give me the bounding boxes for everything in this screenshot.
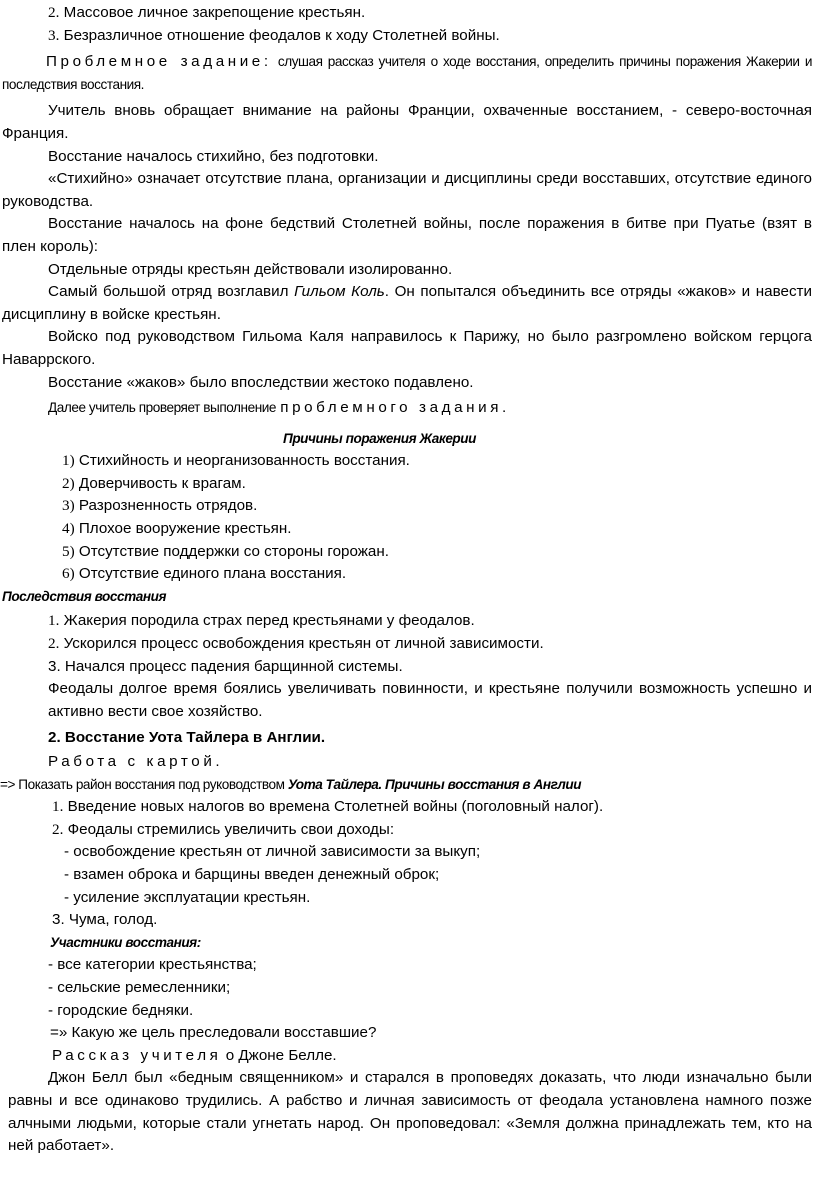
list-item: 2) Доверчивость к врагам. [62,474,246,492]
list-item: 1. Введение новых налогов во времена Столетней войны (поголовный налог). [52,798,604,816]
list-item: 2. Ускорился процесс освобождения крестьян от личной зависимости. [48,635,544,653]
list-item: 5) Отсутствие поддержки со стороны горожан. [62,542,389,560]
sub-item: - освобождение крестьян от личной зависимости за выкуп; [64,843,481,861]
sub-item: - городские бедняки. [48,1001,194,1019]
section-heading: 2. Восстание Уота Тайлера в Англии. [48,729,326,747]
map-work-label: Работа с картой. [48,753,224,770]
consequences-heading: Последствия восстания [2,588,167,604]
defeat-heading: Причины поражения Жакерии [283,430,476,446]
list-item: 1) Стихийность и неорганизованность восстания. [62,452,410,470]
goal-question: =» Какую же цель преследовали восставшие? [50,1024,377,1042]
list-item: 2. Массовое личное закрепощение крестьян. [48,4,366,21]
list-item: 3. Безразличное отношение феодалов к ходу Столетней войны. [48,26,500,44]
list-item: 3) Разрозненность отрядов. [62,497,258,515]
paragraph: Восстание началось стихийно, без подготовки. [48,147,379,165]
sub-item: - взамен оброка и барщины введен денежный оброк; [64,865,440,883]
list-item: 4) Плохое вооружение крестьян. [62,520,292,538]
paragraph: Войско под руководством Гильома Каля направилось к Парижу, но было разгромлено войском герцога Наваррского. [2,328,812,368]
john-ball-paragraph: Джон Белл был «бедным священником» и старался в проповедях доказать, что люди изначально были равны и все одинаково трудились. А рабство и личная зависимость от феодала установлена намного позже алчными людьми, которые стали угнетать народ. Он проповедовал: «Земля должна принадлежать тем, кто на ней работает». [8,1069,812,1155]
list-item: 3. Чума, голод. [52,911,158,929]
check-line: Далее учитель проверяет выполнение проблемного задания. [48,399,510,417]
list-item: 3. Начался процесс падения барщинной системы. [48,657,403,675]
paragraph: Отдельные отряды крестьян действовали изолированно. [48,260,453,278]
list-item: 2. Феодалы стремились увеличить свои доходы: [52,820,395,838]
problem-task: Проблемное задание: слушая рассказ учителя о ходе восстания, определить причины поражения Жакерии и последствия восстания. [2,53,812,92]
sub-item: - усиление эксплуатации крестьян. [64,888,311,906]
teacher-story-line: Рассказ учителя о Джоне Белле. [52,1046,337,1064]
paragraph: «Стихийно» означает отсутствие плана, организации и дисциплины среди восставших, отсутствие единого руководства. [2,170,812,210]
paragraph: Восстание «жаков» было впоследствии жестоко подавлено. [48,373,474,391]
list-item: 6) Отсутствие единого плана восстания. [62,565,347,583]
participants-heading: Участники восстания: [50,934,201,950]
sub-item: - все категории крестьянства; [48,956,257,974]
leader-paragraph: Самый большой отряд возглавил Гильом Коль. Он попытался объединить все отряды «жаков» и навести дисциплину в войске крестьян. [2,283,812,323]
list-item: 1. Жакерия породила страх перед крестьянами у феодалов. [48,612,475,630]
paragraph: Восстание началось на фоне бедствий Столетней войны, после поражения в битве при Пуатье (взят в плен король): [2,215,812,255]
show-line: => Показать район восстания под руководством Уота Тайлера. Причины восстания в Англии [0,776,582,792]
leader-name: Гильом Коль [294,283,385,301]
sub-item: - сельские ремесленники; [48,978,231,996]
paragraph: Учитель вновь обращает внимание на районы Франции, охваченные восстанием, - северо-восточная Франция. [2,102,812,142]
consequences-note: Феодалы долгое время боялись увеличивать повинности, и крестьяне получили возможность успешно и активно вести свое хозяйство. [48,680,812,720]
